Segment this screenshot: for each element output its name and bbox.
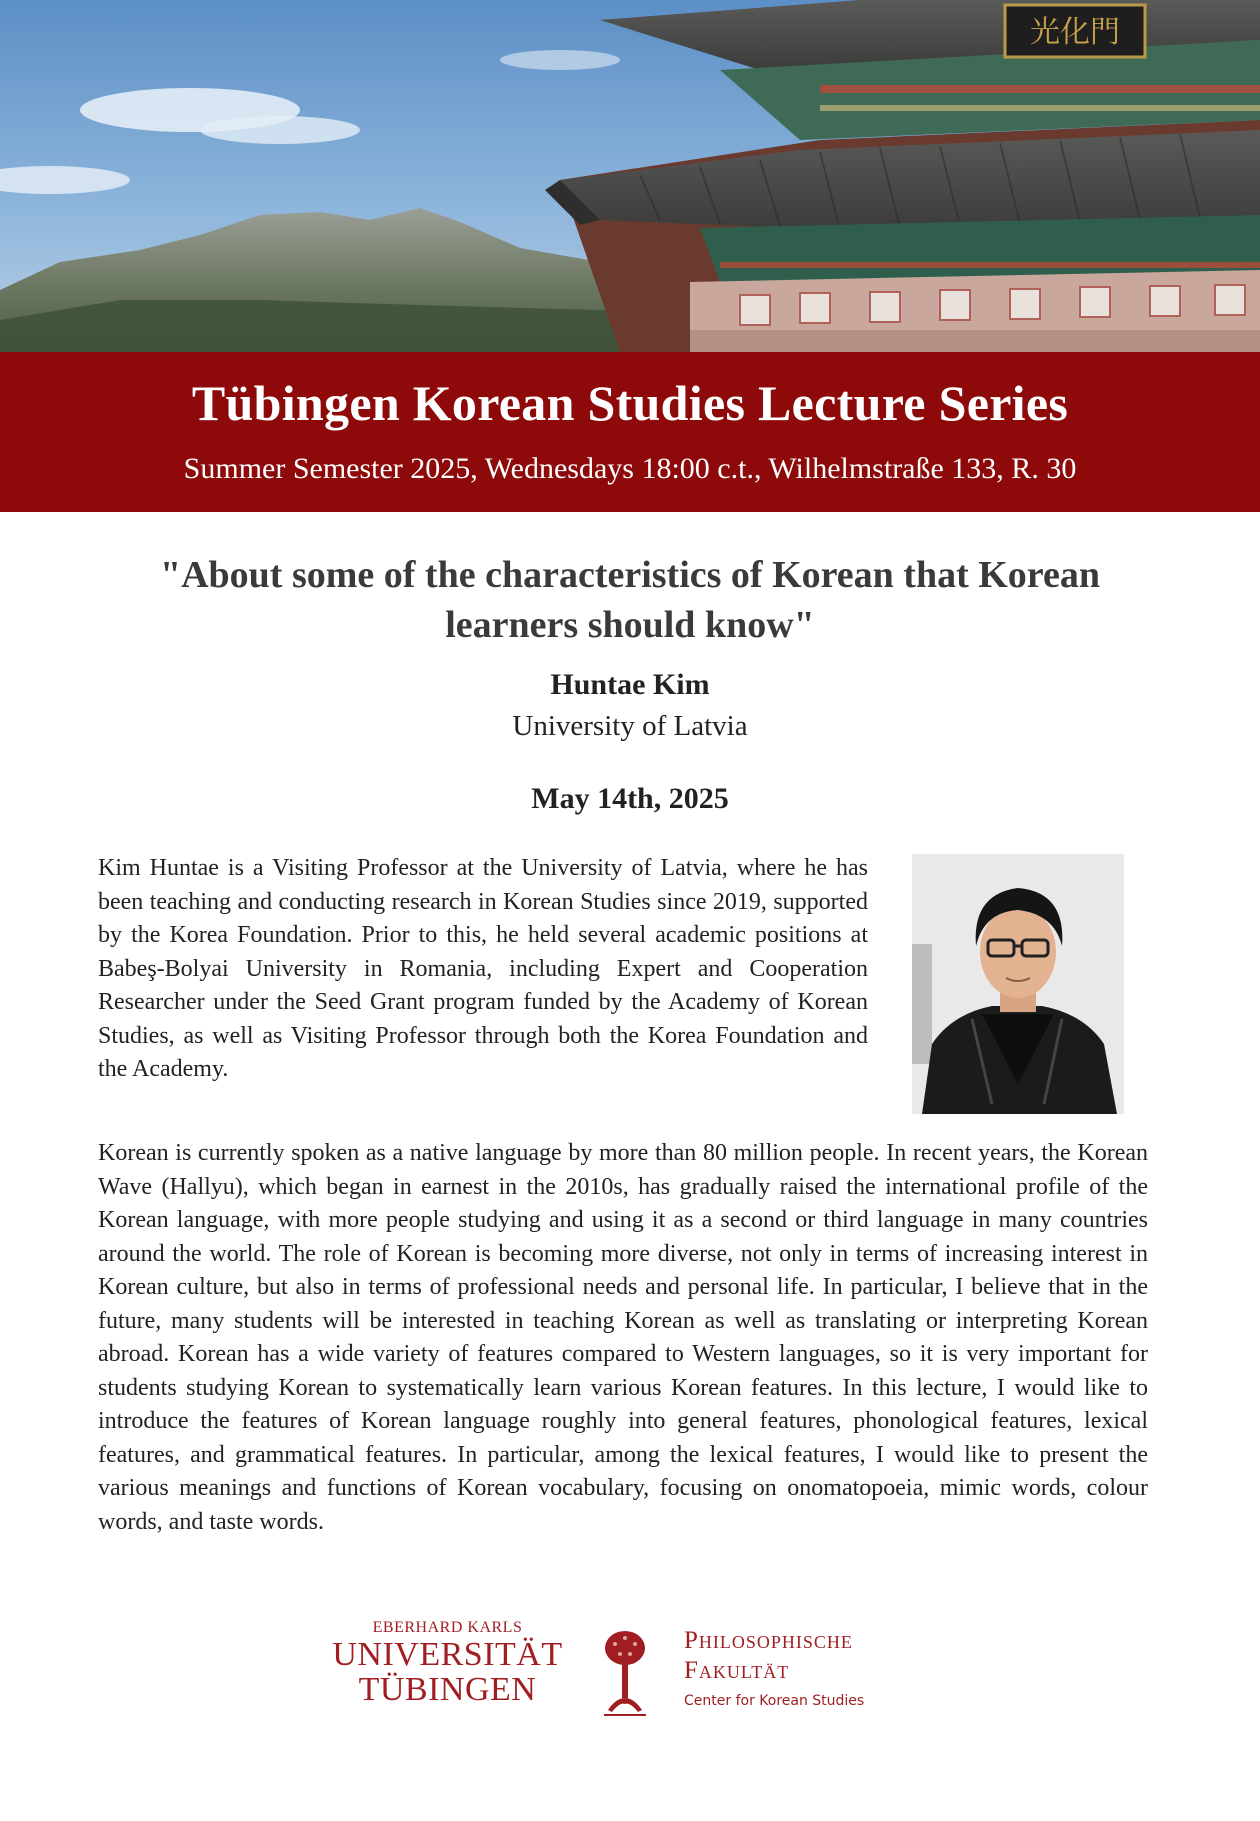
- speaker-bio: Kim Huntae is a Visiting Professor at the University of Latvia, where he has been teaching and conducting research in Korean Studies since 2019, supported by the Korea Foundation. Prior to this, he held several academic positions at Babeş-Bolyai University in Romania, including Expert and Cooperation Researcher under the Seed Grant program funded by the Academy of Korean Studies, as well as Visiting Professor through both the Korea Foundation and the Academy.: [98, 855, 868, 1082]
- lecture-abstract: Korean is currently spoken as a native language by more than 80 million people. In recent years, the Korean Wave (Hallyu), which began in earnest in the 2010s, has gradually raised the international profile of the Korean language, with more people studying and using it as a second or third language in many countries around the world. The role of Korean is becoming more diverse, not only in terms of increasing interest in Korean culture, but also in terms of professional needs and personal life. In particular, I believe that in the future, many students will be interested in teaching Korean as well as translating or interpreting Korean abroad. Korean has a wide variety of features compared to Western languages, so it is very important for students studying Korean to systematically learn various Korean features. In this lecture, I would like to introduce the features of Korean language roughly into general features, phonological features, lexical features, and grammatical features. In particular, among the lexical features, I would like to present the various meanings and functions of Korean vocabulary, focusing on onomatopoeia, mimic words, colour words, and taste words.: [98, 1140, 1148, 1535]
- portrait-photo: [912, 854, 1124, 1114]
- center-name: Center for Korean Studies: [684, 1693, 865, 1709]
- lecture-date: May 14th, 2025: [531, 782, 729, 815]
- university-logo-line3: TÜBINGEN: [358, 1671, 537, 1708]
- gate-sign: 光化門: [1030, 15, 1120, 50]
- series-title: Tübingen Korean Studies Lecture Series: [191, 375, 1069, 431]
- series-details: Summer Semester 2025, Wednesdays 18:00 c.t., Wilhelmstraße 133, R. 30: [183, 452, 1077, 485]
- speaker-affiliation: University of Latvia: [512, 710, 748, 742]
- faculty-logo: [684, 1626, 864, 1716]
- footer-logos: [0, 1618, 1260, 1738]
- tree-icon: [600, 1628, 650, 1716]
- speaker-photo: [912, 854, 1124, 1114]
- university-logo: [325, 1618, 570, 1708]
- header-photo: [0, 0, 1260, 352]
- speaker-name: Huntae Kim: [550, 668, 710, 701]
- university-logo-line1: EBERHARD KARLS: [372, 1619, 523, 1636]
- series-banner: [0, 352, 1260, 512]
- university-logo-line2: UNIVERSITÄT: [332, 1636, 563, 1673]
- gate-and-mountain-photo: [0, 0, 1260, 352]
- faculty-line2: Fakultät: [684, 1657, 790, 1684]
- faculty-line1: Philosophische: [684, 1627, 853, 1654]
- lecture-title: "About some of the characteristics of Korean that Korean learners should know": [160, 554, 1100, 646]
